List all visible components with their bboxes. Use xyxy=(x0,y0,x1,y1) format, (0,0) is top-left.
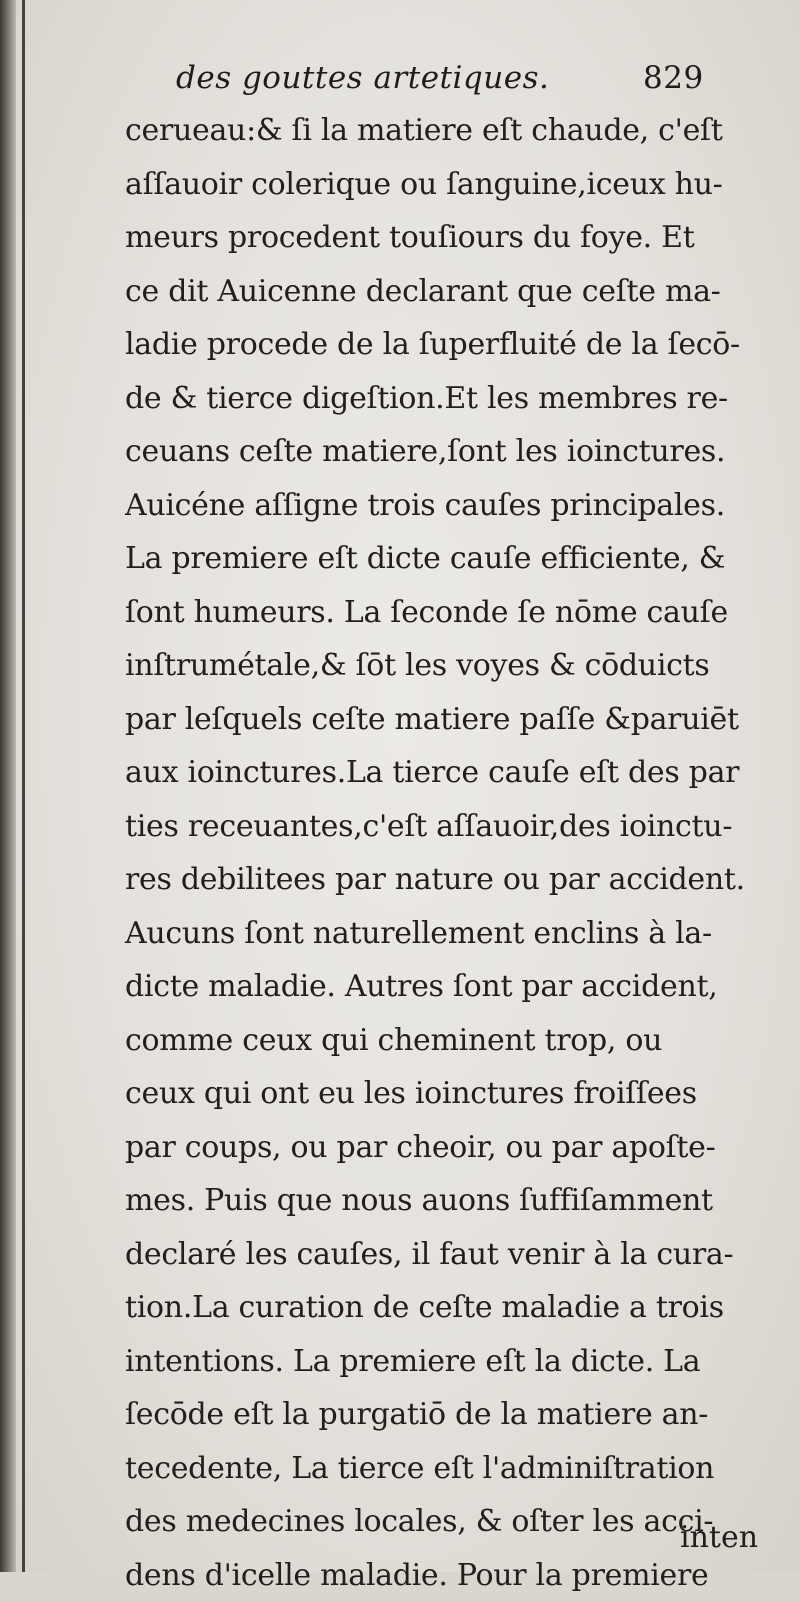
text-line: par leſquels ceſte matiere paſſe &paruiēt xyxy=(125,693,795,747)
text-line: mes. Puis que nous auons ſuffiſamment xyxy=(125,1174,795,1228)
text-line: dens d'icelle maladie. Pour la premiere xyxy=(125,1549,795,1602)
binding-edge xyxy=(0,0,16,1572)
text-block xyxy=(125,104,795,1602)
text-line: meurs procedent touſiours du foye. Et xyxy=(125,211,795,265)
text-line: des medecines locales, & oſter les acci- xyxy=(125,1495,795,1549)
text-line: ties receuantes,c'eſt aſſauoir,des ioinctu- xyxy=(125,800,795,854)
text-line: aux ioinctures.La tierce cauſe eſt des par xyxy=(125,746,795,800)
text-line: de & tierce digeſtion.Et les membres re- xyxy=(125,372,795,426)
text-line: ſont humeurs. La ſeconde ſe nōme cauſe xyxy=(125,586,795,640)
text-line: La premiere eſt dicte cauſe efficiente, & xyxy=(125,532,795,586)
text-line: Auicéne aſſigne trois cauſes principales. xyxy=(125,479,795,533)
text-line: intentions. La premiere eſt la dicte. La xyxy=(125,1335,795,1389)
running-head-title: des gouttes artetiques. xyxy=(176,60,549,96)
catchword: inten xyxy=(680,1520,758,1555)
text-line: cerueau:& ſi la matiere eſt chaude, c'eſt xyxy=(125,104,795,158)
text-line: ſecōde eſt la purgatiō de la matiere an- xyxy=(125,1388,795,1442)
text-line: ceux qui ont eu les ioinctures froiſſees xyxy=(125,1067,795,1121)
text-line: par coups, ou par cheoir, ou par apoſte- xyxy=(125,1121,795,1175)
text-line: comme ceux qui cheminent trop, ou xyxy=(125,1014,795,1068)
text-line: res debilitees par nature ou par accident. xyxy=(125,853,795,907)
text-line: ceuans ceſte matiere,ſont les ioinctures. xyxy=(125,425,795,479)
text-line: declaré les cauſes, il faut venir à la cura- xyxy=(125,1228,795,1282)
text-line: tecedente, La tierce eſt l'adminiſtration xyxy=(125,1442,795,1496)
page-number: 829 xyxy=(643,60,704,96)
text-line: inſtrumétale,& ſōt les voyes & cōduicts xyxy=(125,639,795,693)
binding-shadow-line xyxy=(22,0,25,1572)
running-head xyxy=(176,52,776,102)
text-line: aſſauoir colerique ou ſanguine,iceux hu- xyxy=(125,158,795,212)
text-line: Aucuns ſont naturellement enclins à la- xyxy=(125,907,795,961)
text-line: ce dit Auicenne declarant que ceſte ma- xyxy=(125,265,795,319)
text-line: tion.La curation de ceſte maladie a trois xyxy=(125,1281,795,1335)
text-line: dicte maladie. Autres ſont par accident, xyxy=(125,960,795,1014)
text-line: ladie procede de la ſuperfluité de la ſecō- xyxy=(125,318,795,372)
